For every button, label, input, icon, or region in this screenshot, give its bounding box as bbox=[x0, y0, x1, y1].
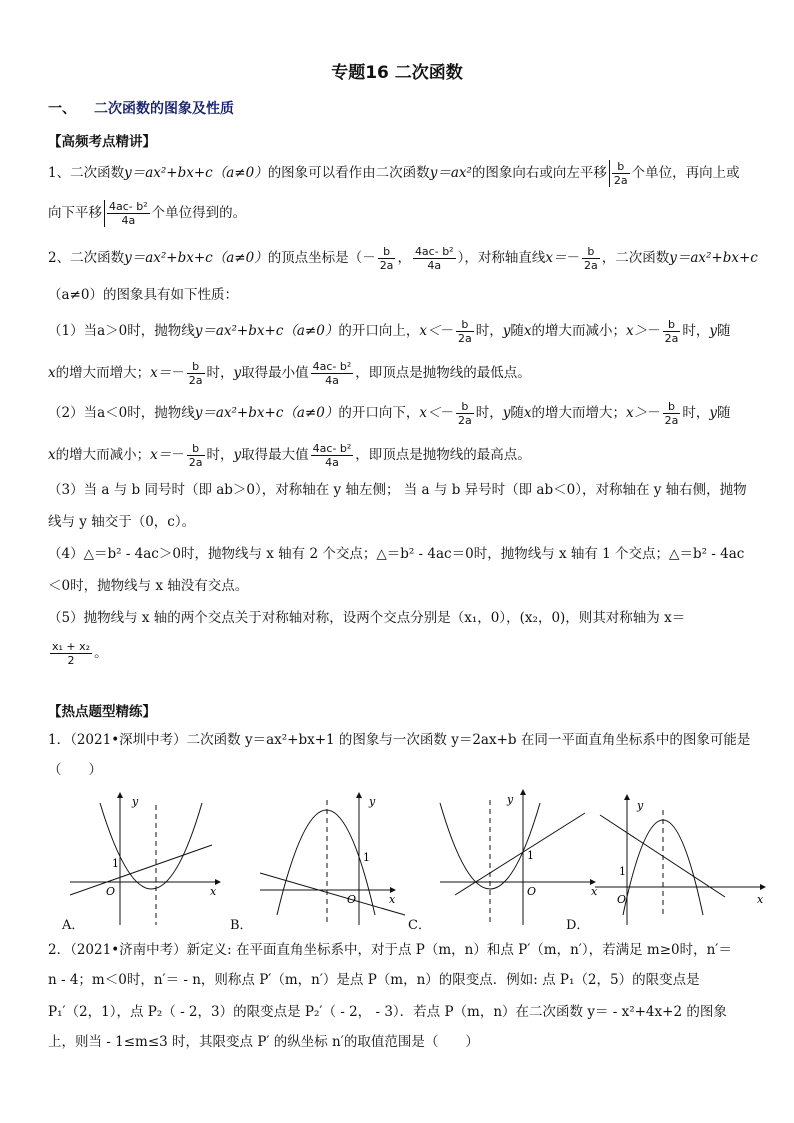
text: 。 bbox=[94, 645, 108, 661]
numerator: 4ac- b² bbox=[414, 245, 454, 258]
denominator: 4a bbox=[427, 259, 442, 272]
para-5-line-2: 线与 y 轴交于（0，c）。 bbox=[48, 514, 196, 530]
numerator: 4ac- b² bbox=[312, 360, 352, 373]
text: 的增大而减小； bbox=[55, 447, 151, 463]
fraction bbox=[609, 160, 630, 187]
para-6-line-2: ＜0时，抛物线与 x 轴没有交点。 bbox=[48, 578, 249, 594]
text: 的开口向下， bbox=[338, 405, 420, 421]
para-4-line-2 bbox=[48, 442, 748, 469]
math-expr: x bbox=[48, 447, 56, 463]
option-c: C． bbox=[408, 918, 431, 933]
para-3-line-2 bbox=[48, 360, 748, 387]
text: 随 bbox=[716, 323, 731, 339]
x-axis-label: x bbox=[210, 885, 217, 898]
section-heading bbox=[48, 98, 234, 118]
graph-c bbox=[440, 790, 598, 925]
y-axis-label: y bbox=[507, 793, 514, 806]
origin-label: O bbox=[527, 885, 537, 898]
numerator: b bbox=[378, 245, 396, 259]
origin-label: O bbox=[617, 893, 627, 906]
y-axis-label: y bbox=[132, 795, 139, 808]
graph-d bbox=[595, 795, 765, 925]
text: 时， bbox=[475, 323, 503, 339]
text: 的图象向右或向左平移 bbox=[471, 165, 607, 181]
numerator: b bbox=[456, 318, 474, 332]
math-expr: y＝ax²+bx+c（a≠0） bbox=[194, 405, 339, 421]
para-5-line-1: （3）当 a 与 b 同号时（即 ab＞0），对称轴在 y 轴左侧； 当 a 与 b 异号时（即 ab＜0），对称轴在 y 轴右侧，抛物 bbox=[48, 482, 747, 498]
numerator: b bbox=[612, 160, 630, 174]
math-expr: x＝ bbox=[545, 250, 567, 266]
page-title: 专题16 二次函数 bbox=[331, 63, 463, 83]
math-expr: x＞ bbox=[625, 405, 648, 421]
para-2-line-2: （a≠0）的图象具有如下性质： bbox=[48, 287, 238, 303]
para-7-line-1: （5）抛物线与 x 轴的两个交点关于对称轴对称，设两个交点分别是（x₁，0），(x₂，0)，则其对称轴为 x＝ bbox=[48, 610, 686, 626]
x-axis-label: x bbox=[757, 893, 764, 906]
option-d: D． bbox=[566, 918, 590, 933]
math-expr: x bbox=[48, 365, 56, 381]
text: 随 bbox=[510, 405, 524, 421]
text: （1）当 bbox=[48, 323, 98, 339]
text: － bbox=[440, 323, 454, 339]
answer-graphs bbox=[60, 785, 764, 935]
fraction bbox=[413, 245, 456, 272]
text: 的图象可以看作由二次函数 bbox=[267, 165, 430, 181]
fraction bbox=[187, 360, 205, 387]
question-2-line-2: n - 4；m＜0时，n′＝ - n，则称点 P′（m，n′）是点 P（m，n）的限变点．例如: 点 P₁（2，5）的限变点是 bbox=[48, 972, 700, 988]
heading-practice: 【热点题型精练】 bbox=[48, 704, 156, 720]
math-expr: y＝ax²+bx+c（a≠0） bbox=[124, 165, 268, 181]
denominator: 2a bbox=[583, 259, 598, 272]
text: 时， bbox=[475, 405, 503, 421]
math-expr: x＝ bbox=[150, 365, 172, 381]
text: － bbox=[171, 447, 185, 463]
graph-a bbox=[70, 793, 220, 925]
denominator: 2a bbox=[188, 374, 203, 387]
section-label: 二次函数的图象及性质 bbox=[94, 101, 234, 117]
question-1-line-1: 1．（2021•深圳中考）二次函数 y＝ax²+bx+1 的图象与一次函数 y＝2ax+b 在同一平面直角坐标系中的图象可能是 bbox=[48, 732, 751, 748]
fraction bbox=[187, 442, 205, 469]
para-2-line-1 bbox=[48, 245, 758, 272]
text: － bbox=[566, 250, 580, 266]
text: 的开口向上， bbox=[338, 323, 420, 339]
math-expr: x＝ bbox=[150, 447, 172, 463]
fraction bbox=[663, 318, 681, 345]
math-expr: x bbox=[523, 323, 532, 339]
math-expr: y bbox=[709, 405, 717, 421]
graphs-svg bbox=[60, 785, 764, 935]
para-4-line-1 bbox=[48, 400, 748, 427]
text: 时， bbox=[682, 405, 710, 421]
tick-one-label: 1 bbox=[112, 857, 119, 870]
math-expr: y bbox=[709, 323, 717, 339]
text: 取得最大值 bbox=[241, 447, 309, 463]
text: － bbox=[171, 365, 185, 381]
denominator: 2a bbox=[457, 332, 472, 345]
section-number: 一、 bbox=[48, 101, 76, 117]
para-6-line-1: （4）△＝b² - 4ac＞0时，抛物线与 x 轴有 2 个交点；△＝b² - 4ac＝0时，抛物线与 x 轴有 1 个交点；△＝b² - 4ac bbox=[48, 546, 745, 562]
question-2-line-3: P₁′（2，1），点 P₂（ - 2，3）的限变点是 P₂′（ - 2， - 3）．若点 P（m，n）在二次函数 y＝ - x²+4x+2 的图象 bbox=[48, 1004, 727, 1020]
question-1-line-2: （ ） bbox=[48, 762, 102, 778]
text: 1、二次函数 bbox=[48, 165, 125, 181]
denominator: 4a bbox=[325, 374, 339, 387]
origin-label: O bbox=[347, 893, 357, 906]
numerator: b bbox=[187, 442, 205, 456]
math-expr: x＞ bbox=[625, 323, 648, 339]
math-expr: x＜ bbox=[419, 323, 441, 339]
text: 向下平移 bbox=[48, 205, 102, 221]
text: 时， bbox=[682, 323, 710, 339]
denominator: 2 bbox=[67, 654, 75, 667]
numerator: b bbox=[187, 360, 205, 374]
numerator: b bbox=[663, 318, 681, 332]
text: 随 bbox=[510, 323, 524, 339]
text: 的顶点坐标是（ bbox=[267, 250, 363, 266]
origin-label: O bbox=[106, 885, 116, 898]
text: 的增大而增大； bbox=[531, 405, 626, 421]
text: － bbox=[647, 323, 661, 339]
para-3-line-1 bbox=[48, 318, 748, 345]
text: － bbox=[440, 405, 454, 421]
math-expr: x bbox=[523, 405, 532, 421]
option-b: B． bbox=[230, 918, 253, 933]
fraction bbox=[378, 245, 396, 272]
text: 随 bbox=[716, 405, 731, 421]
tick-one-label: 1 bbox=[363, 851, 370, 864]
text: 的增大而减小； bbox=[531, 323, 626, 339]
fraction bbox=[456, 318, 474, 345]
tick-one-label: 1 bbox=[619, 865, 626, 878]
text: ，即顶点是抛物线的最高点。 bbox=[355, 447, 531, 463]
text: － bbox=[362, 250, 376, 266]
math-expr: y＝ax²+bx+c（a≠0） bbox=[194, 323, 339, 339]
text: 个单位得到的。 bbox=[151, 205, 247, 221]
text: ，二次函数 bbox=[601, 250, 670, 266]
math-expr: y＝ax²+bx+c bbox=[669, 250, 758, 266]
question-2-line-4: 上，则当 - 1≤m≤3 时，其限变点 P′ 的纵坐标 n′的取值范围是（ ） bbox=[48, 1034, 479, 1050]
text: 2、二次函数 bbox=[48, 250, 125, 266]
tick-one-label: 1 bbox=[527, 849, 534, 862]
question-2-line-1: 2．（2021•济南中考）新定义: 在平面直角坐标系中，对于点 P（m，n）和点 P′（m，n′），若满足 m≥0时，n′＝ bbox=[48, 942, 732, 958]
text: 取得最小值 bbox=[241, 365, 309, 381]
y-axis-label: y bbox=[369, 795, 376, 808]
math-expr: y bbox=[502, 323, 511, 339]
denominator: 2a bbox=[457, 414, 472, 427]
text: ， bbox=[397, 250, 411, 266]
fraction bbox=[50, 640, 92, 667]
fraction bbox=[311, 360, 354, 387]
numerator: b bbox=[456, 400, 474, 414]
text: 个单位，再向上或 bbox=[631, 165, 740, 181]
text: 的增大而增大； bbox=[55, 365, 151, 381]
numerator: x₁ + x₂ bbox=[52, 640, 91, 653]
para-1-line-2 bbox=[48, 200, 748, 227]
fraction bbox=[663, 400, 681, 427]
text: ），对称轴直线 bbox=[457, 250, 546, 266]
option-a: A． bbox=[62, 918, 85, 933]
numerator: b bbox=[582, 245, 600, 259]
text: 时， bbox=[206, 365, 234, 381]
graph-b bbox=[260, 793, 405, 925]
numerator: 4ac- b² bbox=[312, 442, 352, 455]
math-expr: x＜ bbox=[419, 405, 441, 421]
para-1-line-1 bbox=[48, 160, 748, 187]
para-7-line-2 bbox=[48, 640, 748, 667]
denominator: 2a bbox=[664, 332, 679, 345]
denominator: 2a bbox=[188, 456, 203, 469]
text: 时， bbox=[206, 447, 234, 463]
fraction bbox=[456, 400, 474, 427]
denominator: 2a bbox=[379, 259, 394, 272]
heading-key-points: 【高频考点精讲】 bbox=[48, 134, 156, 150]
text: a＞0时，抛物线 bbox=[97, 323, 195, 339]
fraction bbox=[311, 442, 354, 469]
text: ，即顶点是抛物线的最低点。 bbox=[355, 365, 531, 381]
math-expr: y bbox=[502, 405, 511, 421]
denominator: 4a bbox=[325, 456, 339, 469]
text: － bbox=[647, 405, 661, 421]
text: （2）当 bbox=[48, 405, 98, 421]
fraction bbox=[582, 245, 600, 272]
fraction bbox=[104, 200, 150, 227]
text: a＜0时，抛物线 bbox=[97, 405, 195, 421]
y-axis-label: y bbox=[637, 799, 644, 812]
math-expr: y＝ax² bbox=[429, 165, 472, 181]
denominator: 4a bbox=[121, 214, 136, 227]
numerator: 4ac- b² bbox=[109, 200, 148, 213]
x-axis-label: x bbox=[591, 885, 598, 898]
math-expr: y bbox=[233, 447, 242, 463]
numerator: b bbox=[663, 400, 681, 414]
denominator: 2a bbox=[664, 414, 679, 427]
x-axis-label: x bbox=[389, 893, 396, 906]
denominator: 2a bbox=[613, 174, 628, 187]
math-expr: y bbox=[233, 365, 242, 381]
math-expr: y＝ax²+bx+c（a≠0） bbox=[124, 250, 268, 266]
